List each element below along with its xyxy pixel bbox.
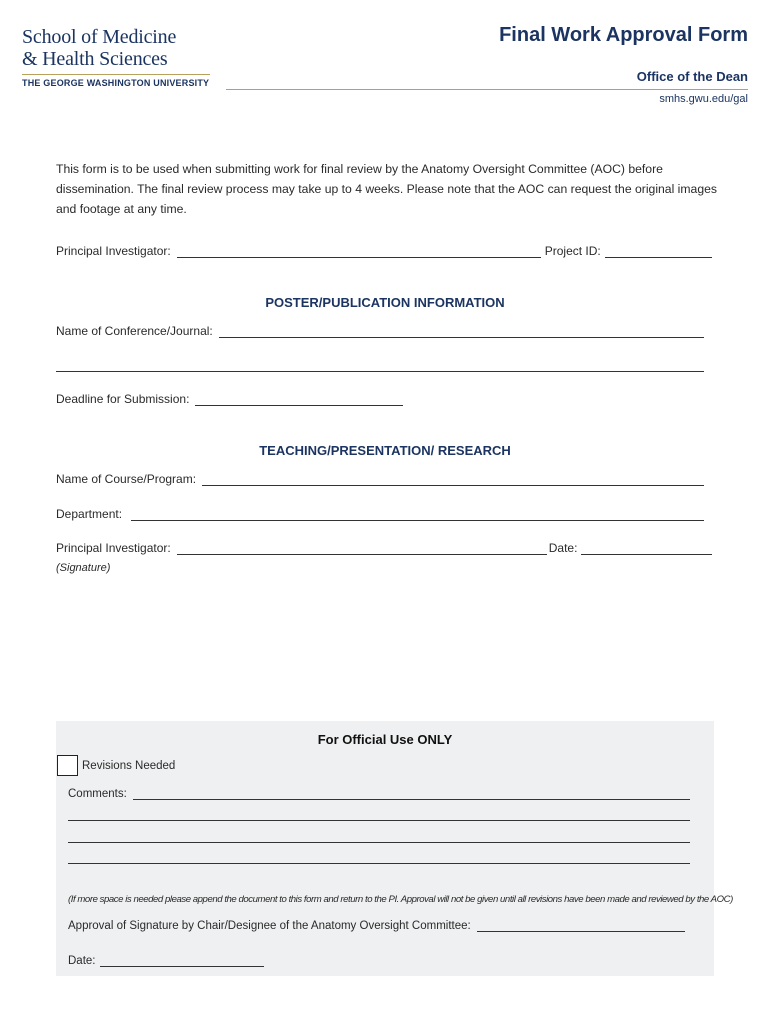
signature-pi-label: Principal Investigator:	[56, 541, 171, 555]
teaching-section-heading: TEACHING/PRESENTATION/ RESEARCH	[259, 443, 511, 458]
approval-label: Approval of Signature by Chair/Designee of the Anatomy Oversight Committee:	[68, 920, 471, 932]
signature-date-field[interactable]	[581, 543, 712, 555]
signature-date-label: Date:	[548, 541, 578, 555]
logo-line-2: & Health Sciences	[22, 48, 168, 70]
official-use-panel	[56, 721, 733, 976]
conference-row	[56, 324, 704, 338]
school-logo	[22, 26, 210, 88]
logo-line-1: School of Medicine	[22, 26, 177, 48]
revisions-needed-checkbox[interactable]	[57, 755, 78, 776]
comments-label: Comments:	[68, 788, 127, 800]
department-field[interactable]	[131, 509, 704, 521]
signature-row	[56, 541, 712, 555]
deadline-field[interactable]	[195, 394, 403, 406]
comments-row	[68, 788, 690, 800]
course-label: Name of Course/Program:	[56, 472, 197, 486]
approval-field[interactable]	[477, 921, 685, 932]
conference-label: Name of Conference/Journal:	[56, 324, 213, 338]
signature-note: (Signature)	[56, 562, 111, 574]
project-id-label: Project ID:	[544, 244, 601, 258]
course-row	[56, 472, 704, 486]
pi-label: Principal Investigator:	[56, 244, 171, 258]
deadline-row	[56, 392, 403, 406]
pi-field[interactable]	[177, 246, 541, 258]
department-row	[56, 507, 704, 521]
revision-disclaimer: (If more space is needed please append the document to this form and return to the PI. Approval will not be given until all revisions have been made and reviewed by the AOC)	[68, 894, 733, 905]
office-name: Office of the Dean	[636, 69, 748, 84]
conference-field-line-2[interactable]	[56, 371, 704, 372]
official-date-row	[68, 955, 264, 967]
office-url: smhs.gwu.edu/gal	[659, 93, 748, 105]
official-use-heading: For Official Use ONLY	[317, 732, 453, 747]
logo-divider	[22, 74, 210, 75]
header-divider	[226, 89, 748, 90]
logo-university: THE GEORGE WASHINGTON UNIVERSITY	[22, 78, 210, 88]
signature-field[interactable]	[177, 543, 547, 555]
official-date-field[interactable]	[100, 956, 264, 967]
intro-paragraph: This form is to be used when submitting work for final review by the Anatomy Oversight Committee (AOC) before dissemination. The final review process may take up to 4 weeks. Please note that the AOC can request the original images and footage at any time.	[56, 162, 717, 216]
comments-field-line-2[interactable]	[68, 820, 690, 821]
official-date-label: Date:	[68, 955, 96, 967]
comments-field-line-4[interactable]	[68, 863, 690, 864]
deadline-label: Deadline for Submission:	[56, 392, 190, 406]
comments-field-line-3[interactable]	[68, 842, 690, 843]
form-title: Final Work Approval Form	[499, 24, 748, 46]
pi-project-row	[56, 244, 712, 258]
course-field[interactable]	[202, 474, 704, 486]
comments-field[interactable]	[133, 789, 690, 800]
department-label: Department:	[56, 507, 123, 521]
revisions-needed-label: Revisions Needed	[82, 760, 176, 772]
project-id-field[interactable]	[605, 246, 712, 258]
poster-section-heading: POSTER/PUBLICATION INFORMATION	[265, 295, 505, 310]
approval-row	[68, 920, 685, 932]
conference-field[interactable]	[219, 326, 704, 338]
